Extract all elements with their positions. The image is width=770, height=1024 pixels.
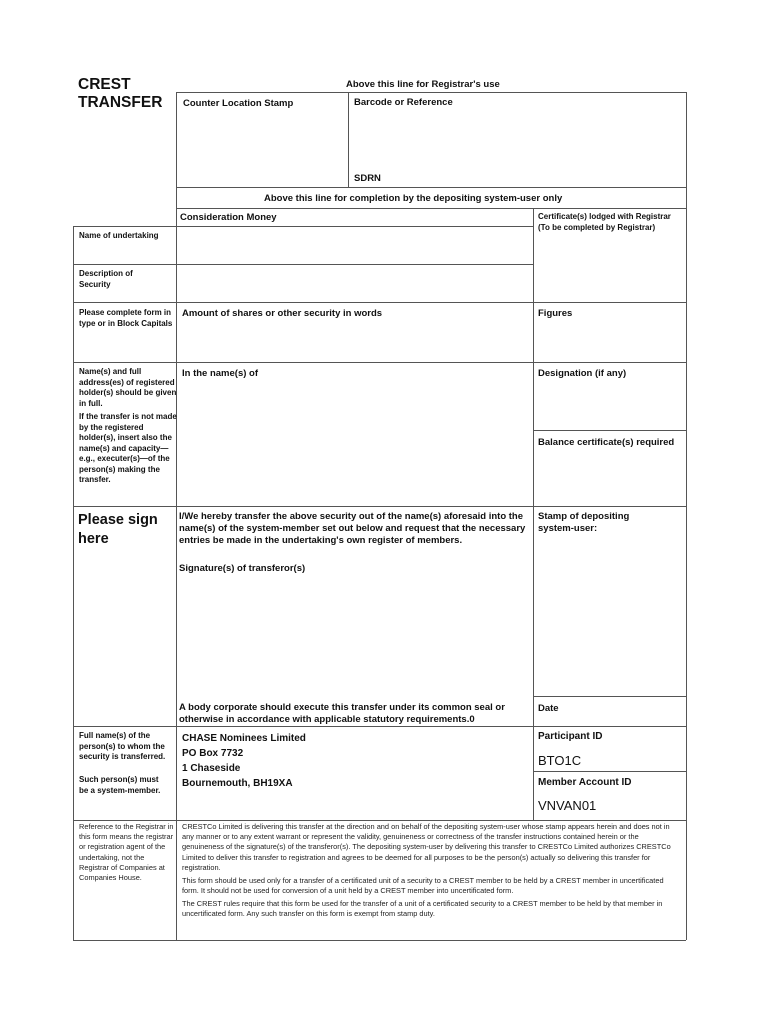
figures-label: Figures	[538, 308, 573, 319]
registrar-box-divider	[348, 92, 349, 187]
transferee-line4: Bournemouth, BH19XA	[182, 778, 293, 789]
registrar-box-right	[686, 92, 687, 210]
row-undertaking-bottom	[73, 264, 533, 265]
description-label: Description of Security	[79, 269, 133, 289]
notes-p1: CRESTCo Limited is delivering this transfer at the direction and on behalf of the depositing system-user whose stamp appears herein and does not in any manner or to any extent warrant or represent the validity, genuineness or correctness of the transfer instructions contained herein or the genuineness of the signature(s) of the transferor(s). The depositing system-user by delivering this transfer to CRESTCo Limited authorizes CRESTCo Limited to deliver this transfer to registration and agrees to be deemed for all purposes to be the person(s) actually so delivering this transfer for registration.	[182, 822, 671, 872]
barcode-label: Barcode or Reference	[354, 97, 453, 108]
notes-p2: This form should be used only for a transfer of a certificated unit of a security to a CREST member to be held by a CREST member in uncertificated form. It should not be used for conversion of a unit held by a CREST member into uncertificated form.	[182, 876, 664, 896]
please-sign-label: Please sign here	[78, 512, 158, 547]
member-account-label: Member Account ID	[538, 777, 632, 788]
certificates-label: Certificate(s) lodged with Registrar (To be completed by Registrar)	[538, 212, 671, 232]
depositing-left	[176, 187, 177, 209]
counter-stamp-label: Counter Location Stamp	[183, 98, 294, 109]
undertaking-label: Name of undertaking	[79, 231, 159, 240]
row-signature-bottom	[73, 726, 686, 727]
member-account-value: VNVAN01	[538, 798, 597, 813]
row-amount-bottom	[73, 362, 686, 363]
transferee-label-2: Such person(s) must be a system-member.	[79, 775, 161, 795]
depositing-line	[176, 208, 686, 209]
row-holders-bottom	[73, 506, 686, 507]
table-bottom	[73, 940, 686, 941]
date-label: Date	[538, 703, 559, 714]
registrar-above-line: Above this line for Registrar's use	[346, 79, 500, 90]
participant-value: BTO1C	[538, 753, 582, 768]
balance-certificate-label: Balance certificate(s) required	[538, 437, 675, 448]
sdrn-label: SDRN	[354, 173, 381, 184]
row-undertaking-top	[73, 226, 177, 227]
registrar-box-left	[176, 92, 177, 187]
registrar-box-bottom	[176, 187, 686, 188]
transferee-line3: 1 Chaseside	[182, 763, 241, 774]
holders-label-1: Name(s) and full address(es) of registered holder(s) should be given in full.	[79, 367, 177, 408]
stamp-label: Stamp of depositing system-user:	[538, 511, 630, 534]
holders-label-2: If the transfer is not made by the registered holder(s), insert also the name(s) and capacity—e.g., executer(s)—of the person(s) making the transfer.	[79, 412, 177, 484]
complete-form-label: Please complete form in type or in Block Capitals	[79, 308, 173, 328]
row-designation-bottom	[533, 430, 686, 431]
body-corporate-note: A body corporate should execute this transfer under its common seal or otherwise in accordance with applicable statutory requirements.0	[179, 702, 505, 725]
transferee-line2: PO Box 7732	[182, 748, 244, 759]
transferee-line1: CHASE Nominees Limited	[182, 733, 306, 744]
signature-label: Signature(s) of transferor(s)	[179, 563, 306, 574]
transferee-address	[182, 731, 306, 791]
table-left	[73, 226, 74, 940]
row-description-bottom	[73, 302, 686, 303]
depositing-above-line: Above this line for completion by the depositing system-user only	[264, 193, 563, 204]
form-title	[78, 76, 162, 112]
row-participant-bottom	[533, 771, 686, 772]
table-col2	[533, 208, 534, 820]
consideration-label: Consideration Money	[180, 212, 277, 223]
registrar-box-top	[176, 92, 686, 93]
notes-p3: The CREST rules require that this form be used for the transfer of a unit of a certificated security to a CREST member to be held by that member in uncertificated form. Any such transfer on this form is exempt from stamp duty.	[182, 899, 663, 919]
participant-label: Participant ID	[538, 731, 603, 742]
row-transferee-bottom	[73, 820, 686, 821]
reference-note: Reference to the Registrar in this form means the registrar or registration agent of the undertaking, not the Registrar of Companies at Companies House.	[79, 822, 174, 883]
table-right	[686, 208, 687, 940]
row-stamp-bottom	[533, 696, 686, 697]
form-title-line1: CREST	[78, 76, 131, 93]
form-title-line2: TRANSFER	[78, 94, 163, 111]
transfer-statement: I/We hereby transfer the above security out of the name(s) aforesaid into the name(s) of the system-member set out below and request that the necessary entries be made in the undertaking's own register of members.	[179, 511, 526, 546]
designation-label: Designation (if any)	[538, 368, 627, 379]
in-names-of-label: In the name(s) of	[182, 368, 259, 379]
amount-label: Amount of shares or other security in words	[182, 308, 383, 319]
transferee-label-1: Full name(s) of the person(s) to whom the security is transferred.	[79, 731, 166, 761]
row-consideration-bottom	[176, 226, 533, 227]
